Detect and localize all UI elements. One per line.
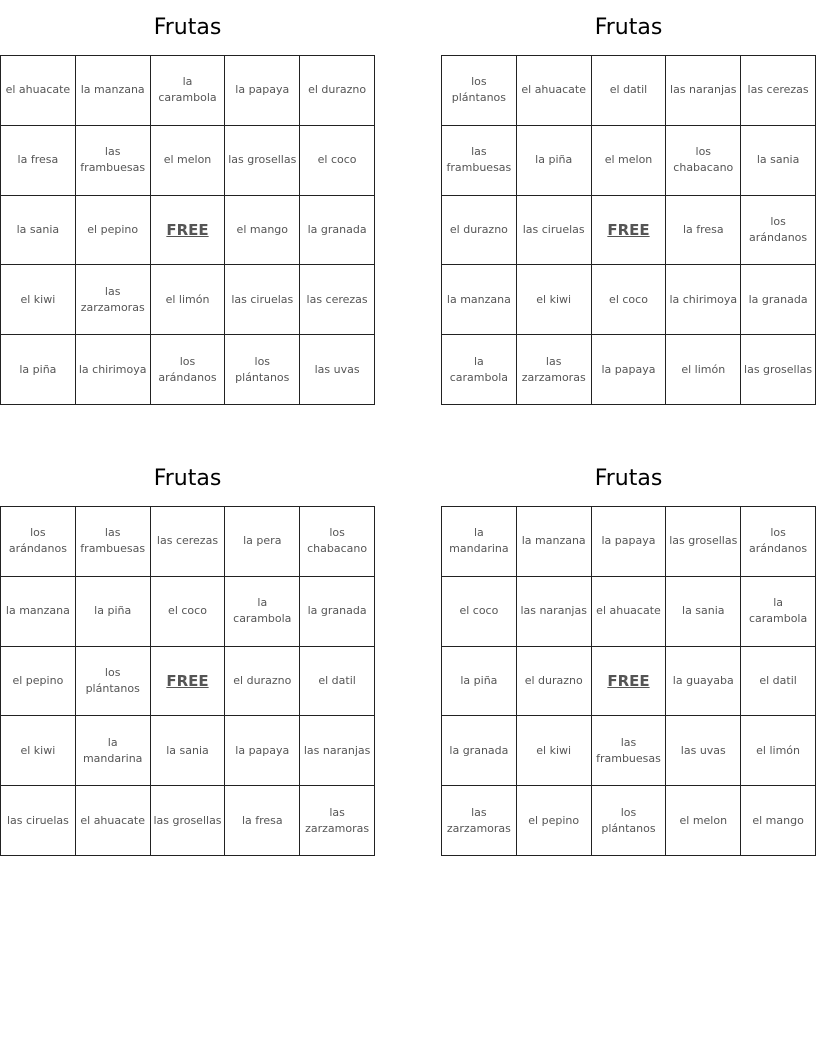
bingo-cell: la carambola (225, 577, 300, 647)
bingo-cell: el kiwi (517, 716, 592, 786)
bingo-cell: la sania (1, 196, 76, 266)
bingo-cell: las ciruelas (1, 786, 76, 856)
bingo-cell: el ahuacate (592, 577, 667, 647)
bingo-cell: el durazno (225, 647, 300, 717)
bingo-cell: las naranjas (666, 56, 741, 126)
bingo-cell: el pepino (76, 196, 151, 266)
bingo-cell: la fresa (666, 196, 741, 266)
bingo-cell: los arándanos (741, 196, 816, 266)
bingo-cell: las uvas (666, 716, 741, 786)
bingo-cell: la papaya (592, 335, 667, 405)
card-title: Frutas (153, 15, 222, 40)
card-title: Frutas (594, 466, 663, 491)
bingo-cell: el datil (300, 647, 375, 717)
bingo-cell: la carambola (741, 577, 816, 647)
bingo-cell: las zarzamoras (76, 265, 151, 335)
bingo-cell: el limón (666, 335, 741, 405)
card-title: Frutas (153, 466, 222, 491)
bingo-cell: el pepino (1, 647, 76, 717)
bingo-cell: el datil (741, 647, 816, 717)
bingo-cell: las grosellas (151, 786, 226, 856)
bingo-cell: la piña (517, 126, 592, 196)
bingo-cell: la granada (300, 196, 375, 266)
bingo-cell: el ahuacate (1, 56, 76, 126)
bingo-card-4 (441, 451, 816, 856)
bingo-cell: el durazno (300, 56, 375, 126)
bingo-grid (0, 55, 375, 405)
bingo-cell: la mandarina (442, 507, 517, 577)
free-space: FREE (151, 196, 226, 266)
bingo-cell: la chirimoya (666, 265, 741, 335)
bingo-cell: la carambola (442, 335, 517, 405)
bingo-cell: la fresa (1, 126, 76, 196)
bingo-cell: las grosellas (666, 507, 741, 577)
bingo-cell: la granada (741, 265, 816, 335)
bingo-cell: el datil (592, 56, 667, 126)
bingo-card-1 (0, 0, 375, 405)
bingo-cell: las cerezas (151, 507, 226, 577)
bingo-cell: el melon (666, 786, 741, 856)
bingo-cell: el kiwi (1, 716, 76, 786)
bingo-cell: la mandarina (76, 716, 151, 786)
bingo-cell: los arándanos (151, 335, 226, 405)
bingo-cell: la papaya (592, 507, 667, 577)
bingo-cell: las ciruelas (225, 265, 300, 335)
free-space: FREE (592, 647, 667, 717)
bingo-cell: las naranjas (517, 577, 592, 647)
bingo-cell: los arándanos (1, 507, 76, 577)
bingo-cell: los plántanos (442, 56, 517, 126)
bingo-grid (0, 506, 375, 856)
bingo-cell: la manzana (517, 507, 592, 577)
free-space: FREE (592, 196, 667, 266)
bingo-cell: el coco (151, 577, 226, 647)
bingo-cell: las uvas (300, 335, 375, 405)
bingo-cell: el durazno (442, 196, 517, 266)
bingo-cell: el mango (225, 196, 300, 266)
bingo-cell: las frambuesas (442, 126, 517, 196)
bingo-grid (441, 506, 816, 856)
bingo-cell: las grosellas (741, 335, 816, 405)
bingo-cell: los chabacano (666, 126, 741, 196)
bingo-card-3 (0, 451, 375, 856)
bingo-cell: las zarzamoras (442, 786, 517, 856)
bingo-cell: la piña (1, 335, 76, 405)
bingo-cell: los plántanos (225, 335, 300, 405)
bingo-cell: la sania (666, 577, 741, 647)
bingo-cell: la papaya (225, 56, 300, 126)
bingo-cell: el pepino (517, 786, 592, 856)
bingo-cell: el durazno (517, 647, 592, 717)
bingo-cell: el ahuacate (517, 56, 592, 126)
bingo-cell: las frambuesas (592, 716, 667, 786)
bingo-cell: la chirimoya (76, 335, 151, 405)
bingo-cell: la piña (442, 647, 517, 717)
bingo-cell: la pera (225, 507, 300, 577)
bingo-cell: los chabacano (300, 507, 375, 577)
card-title: Frutas (594, 15, 663, 40)
bingo-cell: la manzana (76, 56, 151, 126)
bingo-cell: las grosellas (225, 126, 300, 196)
bingo-cell: las frambuesas (76, 507, 151, 577)
bingo-cell: el coco (592, 265, 667, 335)
bingo-cell: los plántanos (76, 647, 151, 717)
bingo-cell: las cerezas (300, 265, 375, 335)
bingo-card-2 (441, 0, 816, 405)
bingo-cell: la carambola (151, 56, 226, 126)
bingo-cell: las zarzamoras (517, 335, 592, 405)
bingo-cell: el limón (151, 265, 226, 335)
bingo-cell: el limón (741, 716, 816, 786)
bingo-cell: la sania (741, 126, 816, 196)
bingo-cell: el kiwi (1, 265, 76, 335)
bingo-cell: la guayaba (666, 647, 741, 717)
bingo-cell: el coco (442, 577, 517, 647)
bingo-cell: la manzana (1, 577, 76, 647)
bingo-cell: las cerezas (741, 56, 816, 126)
bingo-cell: la granada (442, 716, 517, 786)
bingo-cell: la papaya (225, 716, 300, 786)
bingo-cell: el kiwi (517, 265, 592, 335)
bingo-cell: el melon (151, 126, 226, 196)
bingo-cell: el coco (300, 126, 375, 196)
bingo-cell: el mango (741, 786, 816, 856)
bingo-cell: la piña (76, 577, 151, 647)
bingo-cell: la granada (300, 577, 375, 647)
bingo-cell: el melon (592, 126, 667, 196)
free-space: FREE (151, 647, 226, 717)
bingo-cell: la manzana (442, 265, 517, 335)
bingo-cell: las ciruelas (517, 196, 592, 266)
bingo-cell: las naranjas (300, 716, 375, 786)
bingo-cell: el ahuacate (76, 786, 151, 856)
bingo-cell: la sania (151, 716, 226, 786)
bingo-grid (441, 55, 816, 405)
bingo-cell: las zarzamoras (300, 786, 375, 856)
bingo-cell: la fresa (225, 786, 300, 856)
bingo-cell: las frambuesas (76, 126, 151, 196)
bingo-cell: los arándanos (741, 507, 816, 577)
bingo-cell: los plántanos (592, 786, 667, 856)
